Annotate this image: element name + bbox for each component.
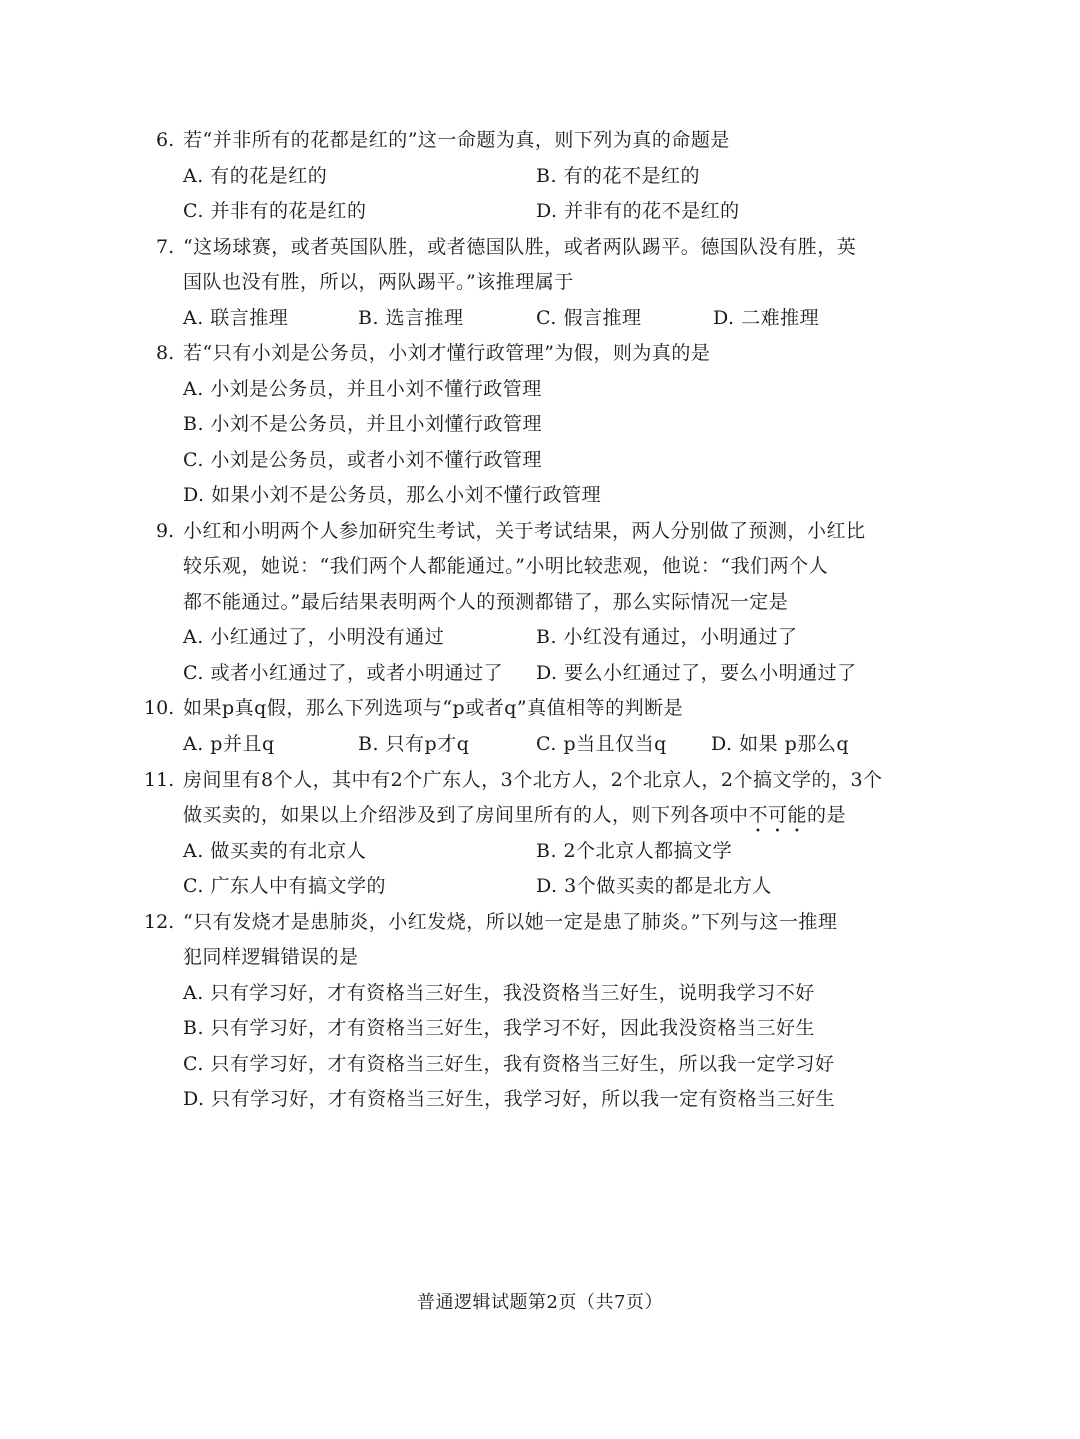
option-c: C. p当且仅当q — [536, 733, 667, 755]
question-stem: 小红和小明两个人参加研究生考试，关于考试结果，两人分别做了预测，小红比 — [183, 520, 866, 542]
question-stem: 如果p真q假，那么下列选项与“p或者q”真值相等的判断是 — [183, 697, 684, 719]
option-a: A. 做买卖的有北京人 — [183, 840, 367, 862]
option-b: B. 2个北京人都搞文学 — [536, 840, 733, 862]
option-b: B. 只有学习好，才有资格当三好生，我学习不好，因此我没资格当三好生 — [183, 1017, 816, 1039]
option-c: C. 或者小红通过了，或者小明通过了 — [183, 662, 503, 684]
question-stem — [183, 802, 846, 837]
option-a: A. 小刘是公务员，并且小刘不懂行政管理 — [183, 378, 542, 400]
question-number: 6. — [156, 129, 175, 151]
question-stem: “只有发烧才是患肺炎，小红发烧，所以她一定是患了肺炎。”下列与这一推理 — [183, 911, 838, 933]
option-b: B. 小刘不是公务员，并且小刘懂行政管理 — [183, 413, 543, 435]
option-a: A. 联言推理 — [183, 307, 289, 329]
option-c: C. 只有学习好，才有资格当三好生，我有资格当三好生，所以我一定学习好 — [183, 1053, 835, 1075]
question-stem: 犯同样逻辑错误的是 — [183, 946, 359, 968]
question-stem: 若“并非所有的花都是红的”这一命题为真，则下列为真的命题是 — [183, 129, 730, 151]
option-d: D. 只有学习好，才有资格当三好生，我学习好，所以我一定有资格当三好生 — [183, 1088, 836, 1110]
option-c: C. 假言推理 — [536, 307, 642, 329]
question-number: 11. — [144, 769, 175, 791]
question-stem: 都不能通过。”最后结果表明两个人的预测都错了，那么实际情况一定是 — [183, 591, 789, 613]
option-d: D. 如果小刘不是公务员，那么小刘不懂行政管理 — [183, 484, 602, 506]
option-b: B. 选言推理 — [358, 307, 464, 329]
question-stem: 国队也没有胜，所以，两队踢平。”该推理属于 — [183, 271, 574, 293]
page-footer: 普通逻辑试题第2页（共7页） — [417, 1292, 663, 1313]
option-a: A. 小红通过了，小明没有通过 — [183, 626, 445, 648]
option-a: A. 只有学习好，才有资格当三好生，我没资格当三好生，说明我学习不好 — [183, 982, 815, 1004]
stem-text: 做买卖的，如果以上介绍涉及到了房间里所有的人，则下列各项中 — [183, 804, 749, 826]
option-d: D. 3个做买卖的都是北方人 — [536, 875, 772, 897]
option-c: C. 并非有的花是红的 — [183, 200, 367, 222]
emphasized-text: 不可能 — [748, 804, 808, 826]
stem-text: 的是 — [807, 804, 847, 826]
option-d: D. 如果 p那么q — [711, 733, 850, 755]
question-stem: “这场球赛，或者英国队胜，或者德国队胜，或者两队踢平。德国队没有胜，英 — [183, 236, 857, 258]
option-d: D. 二难推理 — [713, 307, 820, 329]
question-stem: 较乐观，她说：“我们两个人都能通过。”小明比较悲观，他说：“我们两个人 — [183, 555, 829, 577]
question-number: 10. — [144, 697, 175, 719]
question-number: 12. — [144, 911, 175, 933]
question-number: 9. — [156, 520, 175, 542]
option-a: A. 有的花是红的 — [183, 165, 328, 187]
question-stem: 若“只有小刘是公务员，小刘才懂行政管理”为假，则为真的是 — [183, 342, 711, 364]
option-d: D. 并非有的花不是红的 — [536, 200, 740, 222]
option-b: B. 只有p才q — [358, 733, 470, 755]
option-b: B. 小红没有通过，小明通过了 — [536, 626, 798, 648]
option-a: A. p并且q — [183, 733, 275, 755]
question-number: 8. — [156, 342, 175, 364]
option-c: C. 小刘是公务员，或者小刘不懂行政管理 — [183, 449, 542, 471]
option-d: D. 要么小红通过了，要么小明通过了 — [536, 662, 857, 684]
question-stem: 房间里有8个人，其中有2个广东人，3个北方人，2个北京人，2个搞文学的，3个 — [183, 769, 883, 791]
option-b: B. 有的花不是红的 — [536, 165, 701, 187]
question-number: 7. — [156, 236, 175, 258]
option-c: C. 广东人中有搞文学的 — [183, 875, 386, 897]
